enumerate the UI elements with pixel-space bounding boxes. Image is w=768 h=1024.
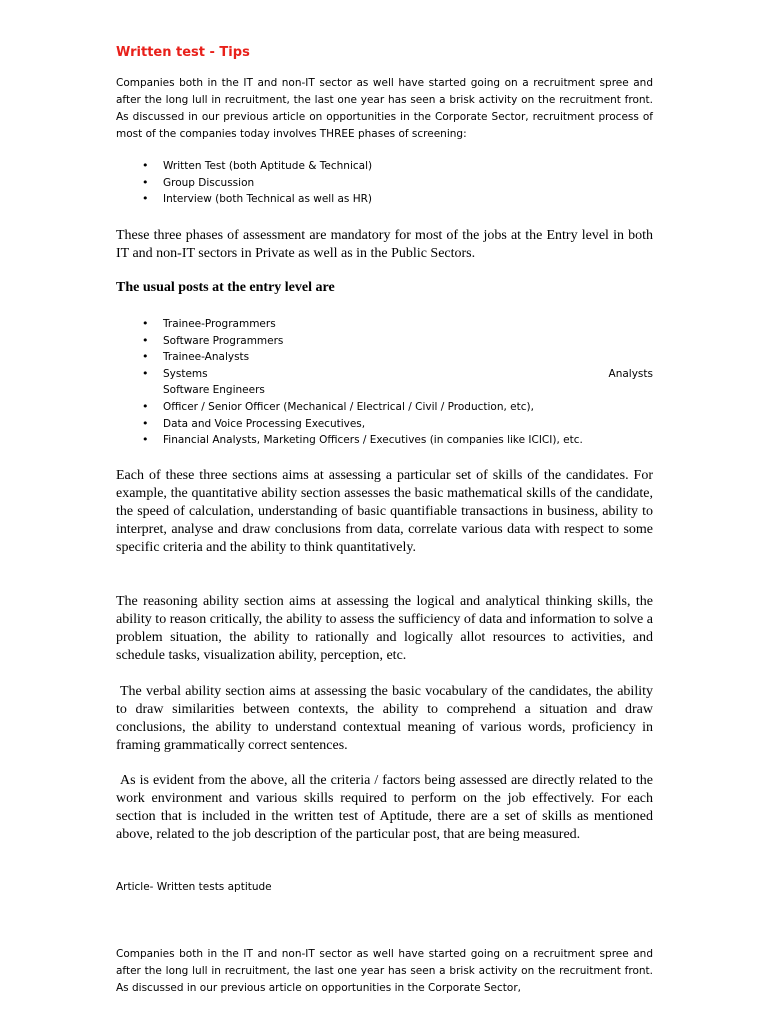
article-label: Article- Written tests aptitude — [116, 881, 272, 893]
list-item: • Systems Analysts Software Engineers — [142, 366, 653, 397]
bullet-icon: • — [142, 366, 149, 380]
bullet-icon: • — [142, 399, 149, 413]
posts-heading: The usual posts at the entry level are — [116, 280, 335, 295]
posts-list — [116, 316, 653, 449]
intro-repeat-paragraph: Companies both in the IT and non-IT sector as well have started going on a recruitment spree and after the long lull in recruitment, the last one year has seen a brisk activity on the recruitment front. As discussed in our previous article on opportunities in the Corporate Sector, — [116, 948, 653, 994]
list-item: • Trainee-Analysts — [116, 349, 653, 366]
bullet-icon: • — [142, 333, 149, 347]
mandatory-paragraph: These three phases of assessment are mandatory for most of the jobs at the Entry level in both IT and non-IT sectors in Private as well as in the Public Sectors. — [116, 228, 653, 261]
list-item: • Group Discussion — [116, 175, 653, 192]
list-item: • Written Test (both Aptitude & Technical) — [116, 158, 653, 175]
bullet-icon: • — [142, 159, 149, 172]
verbal-paragraph: The verbal ability section aims at assessing the basic vocabulary of the candidates, the ability to draw similarities between contexts, the ability to comprehend a situation and draw conclusions, the ability to understand contextual meaning of various words, proficiency in framing grammatically correct sentences. — [116, 684, 653, 753]
sections-paragraph: Each of these three sections aims at assessing a particular set of skills of the candidates. For example, the quantitative ability section assesses the basic mathematical skills of the candidate, the speed of calculation, understanding of basic quantifiable transactions in business, ability to interpret, analyse and draw conclusions from data, correlate various data with respect to some specific criteria and the ability to think quantitatively. — [116, 468, 653, 555]
bullet-icon: • — [142, 416, 149, 430]
intro-paragraph: Companies both in the IT and non-IT sector as well have started going on a recruitment spree and after the long lull in recruitment, the last one year has seen a brisk activity on the recruitment front. As discussed in our previous article on opportunities in the Corporate Sector, recruitment process of most of the companies today involves THREE phases of screening: — [116, 77, 653, 140]
list-item: • Trainee-Programmers — [116, 316, 653, 333]
evident-paragraph: As is evident from the above, all the criteria / factors being assessed are directly related to the work environment and various skills required to perform on the job effectively. For each section that is included in the written test of Aptitude, there are a set of skills as mentioned above, related to the job description of the particular post, that are being measured. — [116, 773, 653, 842]
bullet-icon: • — [142, 433, 149, 447]
bullet-icon: • — [142, 175, 149, 189]
list-item: • Financial Analysts, Marketing Officers / Executives (in companies like ICICI), etc. — [116, 432, 653, 449]
page-title: Written test - Tips — [116, 45, 250, 60]
list-item: • Data and Voice Processing Executives, — [116, 416, 653, 433]
list-item: • Interview (both Technical as well as HR) — [116, 191, 653, 208]
bullet-icon: • — [142, 317, 149, 330]
bullet-icon: • — [142, 192, 149, 206]
phases-list — [116, 158, 653, 208]
bullet-icon: • — [142, 350, 149, 364]
list-item: • Software Programmers — [116, 333, 653, 350]
reasoning-paragraph: The reasoning ability section aims at assessing the logical and analytical thinking skills, the ability to reason critically, the ability to assess the sufficiency of data and information to solve a problem situation, the ability to rationally and logically allot resources to activities, and schedule tasks, visualization ability, perception, etc. — [116, 594, 653, 663]
list-item: • Officer / Senior Officer (Mechanical / Electrical / Civil / Production, etc), — [116, 399, 653, 416]
